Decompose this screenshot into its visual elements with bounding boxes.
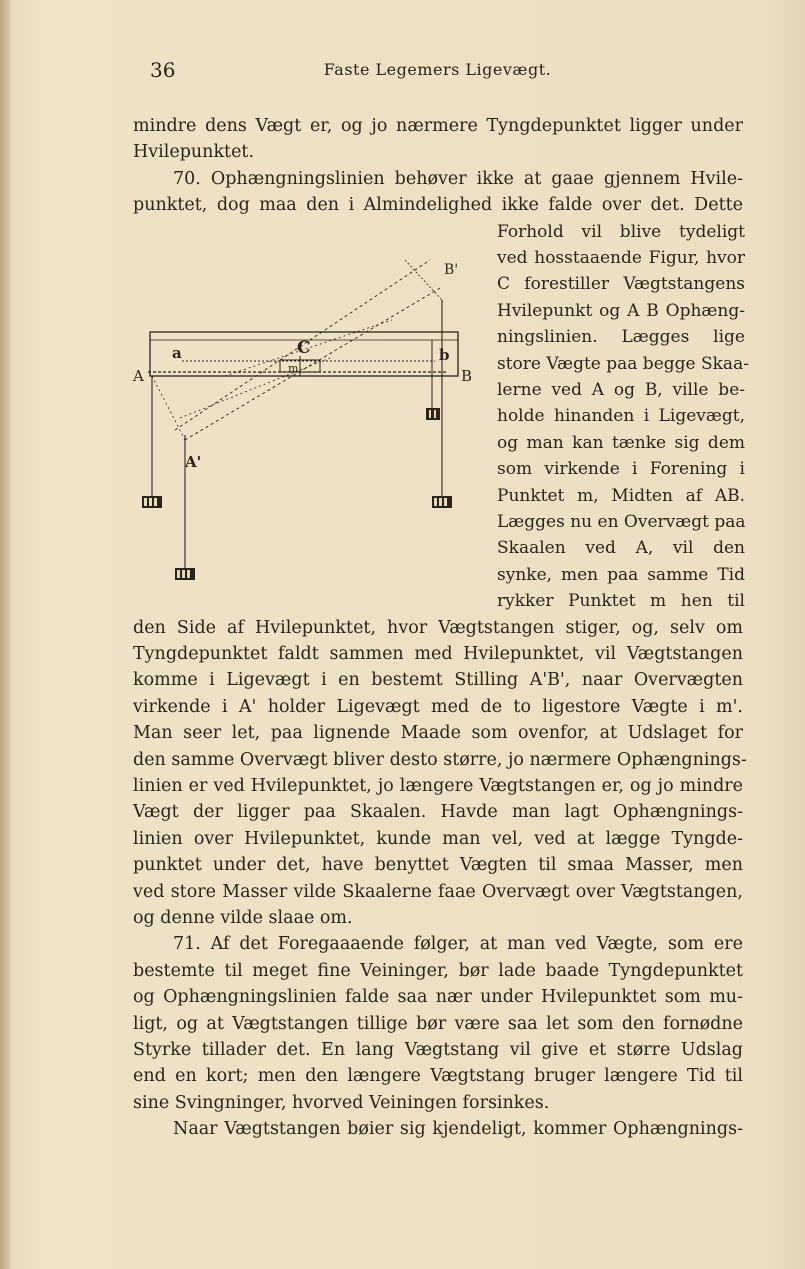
text-line: 70. Ophængningslinien behøver ikke at gaae gjennem Hvile- [173, 169, 743, 189]
text-line: punktet, dog maa den i Almindelighed ikke falde over det. Dette [133, 195, 743, 215]
text-line: punktet under det, have benyttet Vægten til smaa Masser, men [133, 855, 743, 875]
text-line: og Ophængningslinien falde saa nær under Hvilepunktet som mu- [133, 987, 743, 1007]
label-B: B [461, 367, 473, 385]
text-line: Punktet m, Midten af AB. [497, 486, 745, 506]
text-line: den Side af Hvilepunktet, hvor Vægtstangen stiger, og, selv om [133, 618, 743, 638]
balance-figure [130, 240, 473, 590]
text-line: Lægges nu en Overvægt paa [497, 512, 746, 532]
text-line: mindre dens Vægt er, og jo nærmere Tyngdepunktet ligger under [133, 116, 743, 136]
text-line: store Vægte paa begge Skaa- [497, 354, 749, 374]
text-line: C forestiller Vægtstangens [497, 274, 745, 294]
text-line: linien over Hvilepunktet, kunde man vel, ved at lægge Tyngde- [133, 829, 743, 849]
text-line: Forhold vil blive tydeligt [497, 222, 745, 242]
text-line: den samme Overvægt bliver desto større, jo nærmere Ophængnings- [133, 750, 747, 770]
tilted-beam-lower [185, 288, 440, 440]
text-line: 71. Af det Foregaaaende følger, at man ved Vægte, som ere [173, 934, 743, 954]
weight-right-upper [426, 408, 440, 420]
text-line: Naar Vægtstangen bøier sig kjendeligt, kommer Ophængnings- [173, 1119, 743, 1139]
text-line: som virkende i Forening i [497, 459, 745, 479]
text-line: og denne vilde slaae om. [133, 908, 353, 928]
text-line: ligt, og at Vægtstangen tillige bør være saa let som den fornødne [133, 1014, 743, 1034]
text-line: Hvilepunkt og A B Ophæng- [497, 301, 745, 321]
weight-right [432, 496, 452, 508]
text-line: Styrke tillader det. En lang Vægtstang vil give et større Udslag [133, 1040, 743, 1060]
tilted-string [152, 376, 185, 440]
page-spine-shadow [0, 0, 10, 1269]
text-line: ved store Masser vilde Skaalerne faae Overvægt over Vægtstangen, [133, 882, 743, 902]
text-line: lerne ved A og B, ville be- [497, 380, 745, 400]
label-A-prime: A' [185, 453, 202, 471]
text-line: synke, men paa samme Tid [497, 565, 745, 585]
text-line: sine Svingninger, hvorved Veiningen forsinkes. [133, 1093, 550, 1113]
page-header [130, 58, 745, 84]
text-line: linien er ved Hvilepunktet, jo længere Vægtstangen er, og jo mindre [133, 776, 743, 796]
label-C: C [297, 338, 311, 358]
text-line: Hvilepunktet. [133, 142, 255, 162]
text-line: Skaalen ved A, vil den [497, 538, 745, 558]
label-A: A [133, 367, 144, 385]
label-b: b [439, 346, 450, 364]
page-number: 36 [150, 58, 176, 82]
text-line: holde hinanden i Ligevægt, [497, 406, 745, 426]
label-B-prime: B' [444, 262, 459, 278]
text-line: Vægt der ligger paa Skaalen. Havde man lagt Ophængnings- [133, 802, 743, 822]
text-line: komme i Ligevægt i en bestemt Stilling A'B', naar Overvægten [133, 670, 743, 690]
weight-tilted [175, 568, 195, 580]
text-line: bestemte til meget fine Veininger, bør lade baade Tyngdepunktet [133, 961, 743, 981]
text-line: og man kan tænke sig dem [497, 433, 745, 453]
weight-left [142, 496, 162, 508]
text-line: Tyngdepunktet faldt sammen med Hvilepunktet, vil Vægtstangen [133, 644, 743, 664]
text-line: Man seer let, paa lignende Maade som ovenfor, at Udslaget for [133, 723, 743, 743]
tilted-cap [405, 260, 442, 300]
text-line: ningslinien. Lægges lige [497, 327, 745, 347]
text-line: ved hosstaaende Figur, hvor [497, 248, 745, 268]
text-line: end en kort; men den længere Vægtstang bruger længere Tid til [133, 1066, 743, 1086]
balance-diagram [130, 240, 473, 590]
text-line: virkende i A' holder Ligevægt med de to ligestore Vægte i m'. [133, 697, 743, 717]
tilted-beam-short [180, 358, 330, 418]
label-m: m [288, 362, 299, 375]
running-head: Faste Legemers Ligevægt. [323, 60, 552, 79]
text-line: rykker Punktet m hen til [497, 591, 745, 611]
label-a: a [172, 344, 182, 362]
